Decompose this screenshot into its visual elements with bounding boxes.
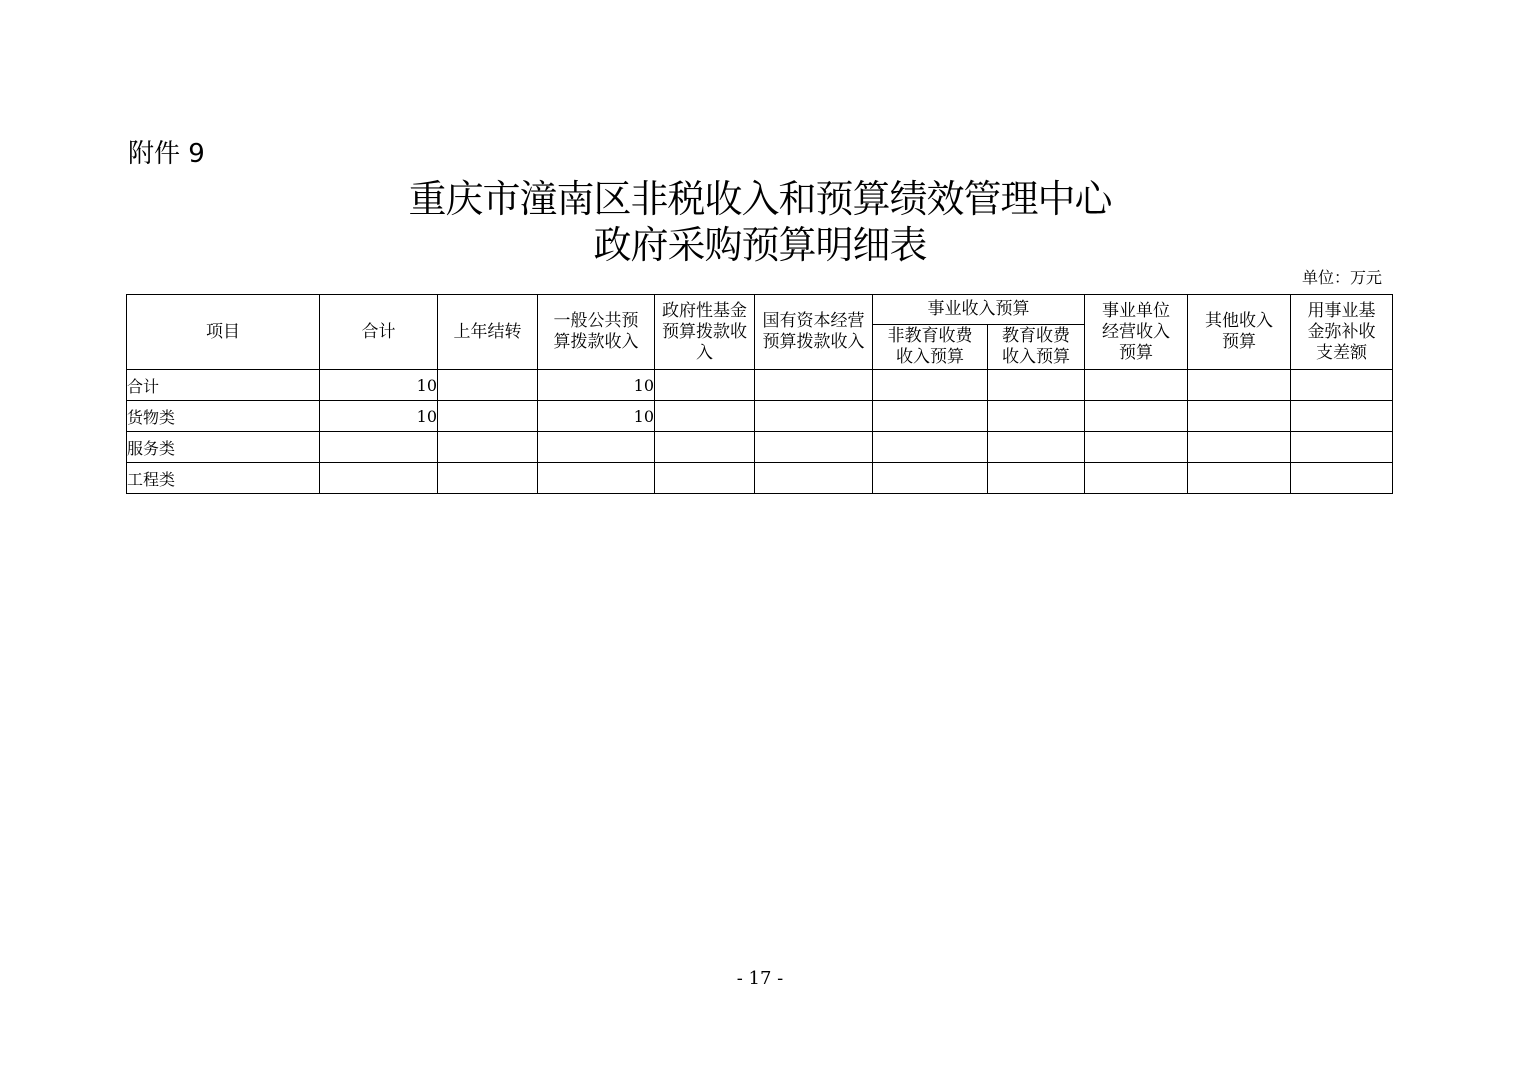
cell-total — [320, 463, 438, 494]
cell-education-fee — [988, 463, 1085, 494]
attachment-label: 附件 9 — [128, 139, 205, 169]
table-row — [127, 463, 1393, 494]
procurement-budget-table — [126, 294, 1393, 494]
header-business-income: 事业收入预算 — [873, 295, 1085, 325]
cell-total: 10 — [320, 401, 438, 432]
cell-general-public — [538, 463, 655, 494]
cell-general-public — [538, 432, 655, 463]
header-business-unit-operation: 事业单位经营收入预算 — [1085, 295, 1188, 370]
cell-gov-fund — [655, 463, 755, 494]
header-non-education-fee: 非教育收费收入预算 — [873, 325, 988, 370]
page-subtitle: 政府采购预算明细表 — [593, 223, 927, 267]
cell-business-unit-operation — [1085, 463, 1188, 494]
row-label: 合计 — [127, 370, 320, 401]
cell-non-education-fee — [873, 401, 988, 432]
cell-gov-fund — [655, 432, 755, 463]
header-other-income: 其他收入预算 — [1188, 295, 1291, 370]
cell-business-unit-operation — [1085, 432, 1188, 463]
cell-general-public: 10 — [538, 370, 655, 401]
row-label: 货物类 — [127, 401, 320, 432]
cell-business-fund-offset — [1291, 401, 1393, 432]
cell-total — [320, 432, 438, 463]
cell-state-capital — [755, 432, 873, 463]
table-row — [127, 370, 1393, 401]
cell-business-fund-offset — [1291, 463, 1393, 494]
cell-state-capital — [755, 401, 873, 432]
header-education-fee: 教育收费收入预算 — [988, 325, 1085, 370]
page-title: 重庆市潼南区非税收入和预算绩效管理中心 — [408, 177, 1112, 221]
cell-education-fee — [988, 432, 1085, 463]
page-number: - 17 - — [736, 968, 784, 989]
header-state-capital: 国有资本经营预算拨款收入 — [755, 295, 873, 370]
cell-total: 10 — [320, 370, 438, 401]
table-row — [127, 432, 1393, 463]
cell-education-fee — [988, 401, 1085, 432]
cell-carryover — [438, 370, 538, 401]
cell-business-fund-offset — [1291, 370, 1393, 401]
cell-general-public: 10 — [538, 401, 655, 432]
unit-label: 单位：万元 — [1301, 268, 1382, 287]
cell-business-unit-operation — [1085, 401, 1188, 432]
cell-carryover — [438, 401, 538, 432]
cell-other-income — [1188, 370, 1291, 401]
header-carryover: 上年结转 — [438, 295, 538, 370]
cell-other-income — [1188, 432, 1291, 463]
header-gov-fund: 政府性基金预算拨款收入 — [655, 295, 755, 370]
cell-gov-fund — [655, 370, 755, 401]
table-row — [127, 401, 1393, 432]
header-business-fund-offset: 用事业基金弥补收支差额 — [1291, 295, 1393, 370]
row-label: 工程类 — [127, 463, 320, 494]
header-item: 项目 — [127, 295, 320, 370]
cell-other-income — [1188, 463, 1291, 494]
cell-state-capital — [755, 463, 873, 494]
cell-gov-fund — [655, 401, 755, 432]
cell-non-education-fee — [873, 463, 988, 494]
cell-non-education-fee — [873, 370, 988, 401]
cell-education-fee — [988, 370, 1085, 401]
row-label: 服务类 — [127, 432, 320, 463]
header-general-public: 一般公共预算拨款收入 — [538, 295, 655, 370]
cell-other-income — [1188, 401, 1291, 432]
cell-carryover — [438, 432, 538, 463]
cell-business-unit-operation — [1085, 370, 1188, 401]
cell-business-fund-offset — [1291, 432, 1393, 463]
cell-carryover — [438, 463, 538, 494]
cell-non-education-fee — [873, 432, 988, 463]
header-total: 合计 — [320, 295, 438, 370]
cell-state-capital — [755, 370, 873, 401]
